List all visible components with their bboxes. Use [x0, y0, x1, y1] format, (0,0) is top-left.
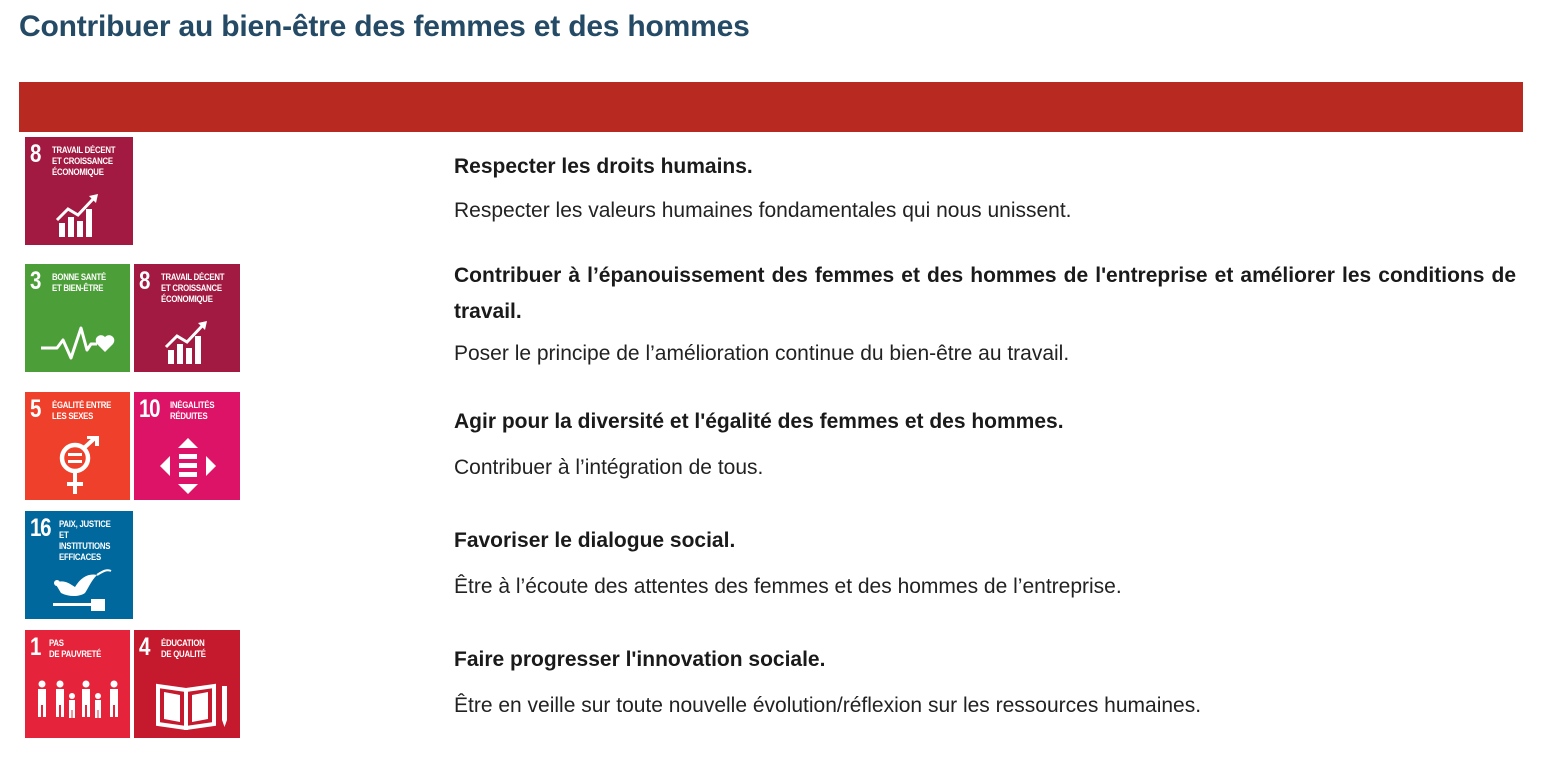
commitment-text [454, 642, 1516, 720]
sdg8-tile [25, 137, 133, 245]
sdg-number: 1 [30, 633, 41, 661]
equality-arrows-icon [158, 436, 218, 496]
commitment-description: Respecter les valeurs humaines fondamentales qui nous unissent. [454, 199, 1072, 222]
sdg4-tile [134, 630, 240, 738]
commitment-text [454, 258, 1516, 368]
commitment-heading: Favoriser le dialogue social. [454, 529, 736, 552]
sdg-number: 8 [139, 267, 150, 295]
sdg-number: 5 [30, 395, 41, 423]
commitment-heading: Respecter les droits humains. [454, 155, 753, 178]
sdg-number: 3 [30, 267, 41, 295]
sdg10-tile [134, 392, 240, 500]
growth-chart-icon [54, 193, 104, 239]
sdg-label: ÉDUCATION DE QUALITÉ [161, 638, 206, 660]
sdg-number: 16 [30, 514, 51, 542]
commitment-heading: Faire progresser l'innovation sociale. [454, 648, 826, 671]
sdg16-tile [25, 511, 133, 619]
book-icon [154, 680, 234, 730]
sdg8-tile [134, 264, 240, 372]
heartbeat-icon [39, 322, 119, 362]
commitment-description: Être en veille sur toute nouvelle évolution/réflexion sur les ressources humaines. [454, 694, 1202, 717]
sdg-label: INÉGALITÉS RÉDUITES [170, 400, 215, 422]
sdg-label: TRAVAIL DÉCENT ET CROISSANCE ÉCONOMIQUE [52, 145, 116, 178]
sdg-label: TRAVAIL DÉCENT ET CROISSANCE ÉCONOMIQUE [161, 272, 225, 305]
sdg1-tile [25, 630, 130, 738]
commitment-text [454, 523, 1516, 601]
sdg-number: 8 [30, 140, 41, 168]
sdg3-tile [25, 264, 130, 372]
family-icon [30, 680, 126, 720]
page-title: Contribuer au bien-être des femmes et des hommes [19, 10, 750, 43]
sdg-number: 10 [139, 395, 160, 423]
commitment-description: Poser le principe de l’amélioration continue du bien-être au travail. [454, 342, 1070, 365]
commitment-text [454, 404, 1516, 482]
commitment-heading: Agir pour la diversité et l'égalité des femmes et des hommes. [454, 410, 1064, 433]
sdg-label: PAS DE PAUVRETÉ [49, 638, 102, 660]
commitment-heading: Contribuer à l’épanouissement des femmes et des hommes de l'entreprise et améliorer les conditions de travail. [454, 264, 1516, 323]
commitment-description: Être à l’écoute des attentes des femmes et des hommes de l’entreprise. [454, 575, 1122, 598]
commitment-text [454, 149, 1516, 225]
sdg5-tile [25, 392, 130, 500]
sdg-label: PAIX, JUSTICE ET INSTITUTIONS EFFICACES [59, 519, 111, 563]
header-bar [19, 82, 1523, 132]
sdg-label: BONNE SANTÉ ET BIEN-ÊTRE [52, 272, 107, 294]
dove-gavel-icon [45, 563, 125, 613]
commitment-description: Contribuer à l’intégration de tous. [454, 456, 764, 479]
gender-equality-icon [53, 436, 103, 496]
sdg-number: 4 [139, 633, 150, 661]
sdg-label: ÉGALITÉ ENTRE LES SEXES [52, 400, 112, 422]
growth-chart-icon [163, 320, 213, 366]
